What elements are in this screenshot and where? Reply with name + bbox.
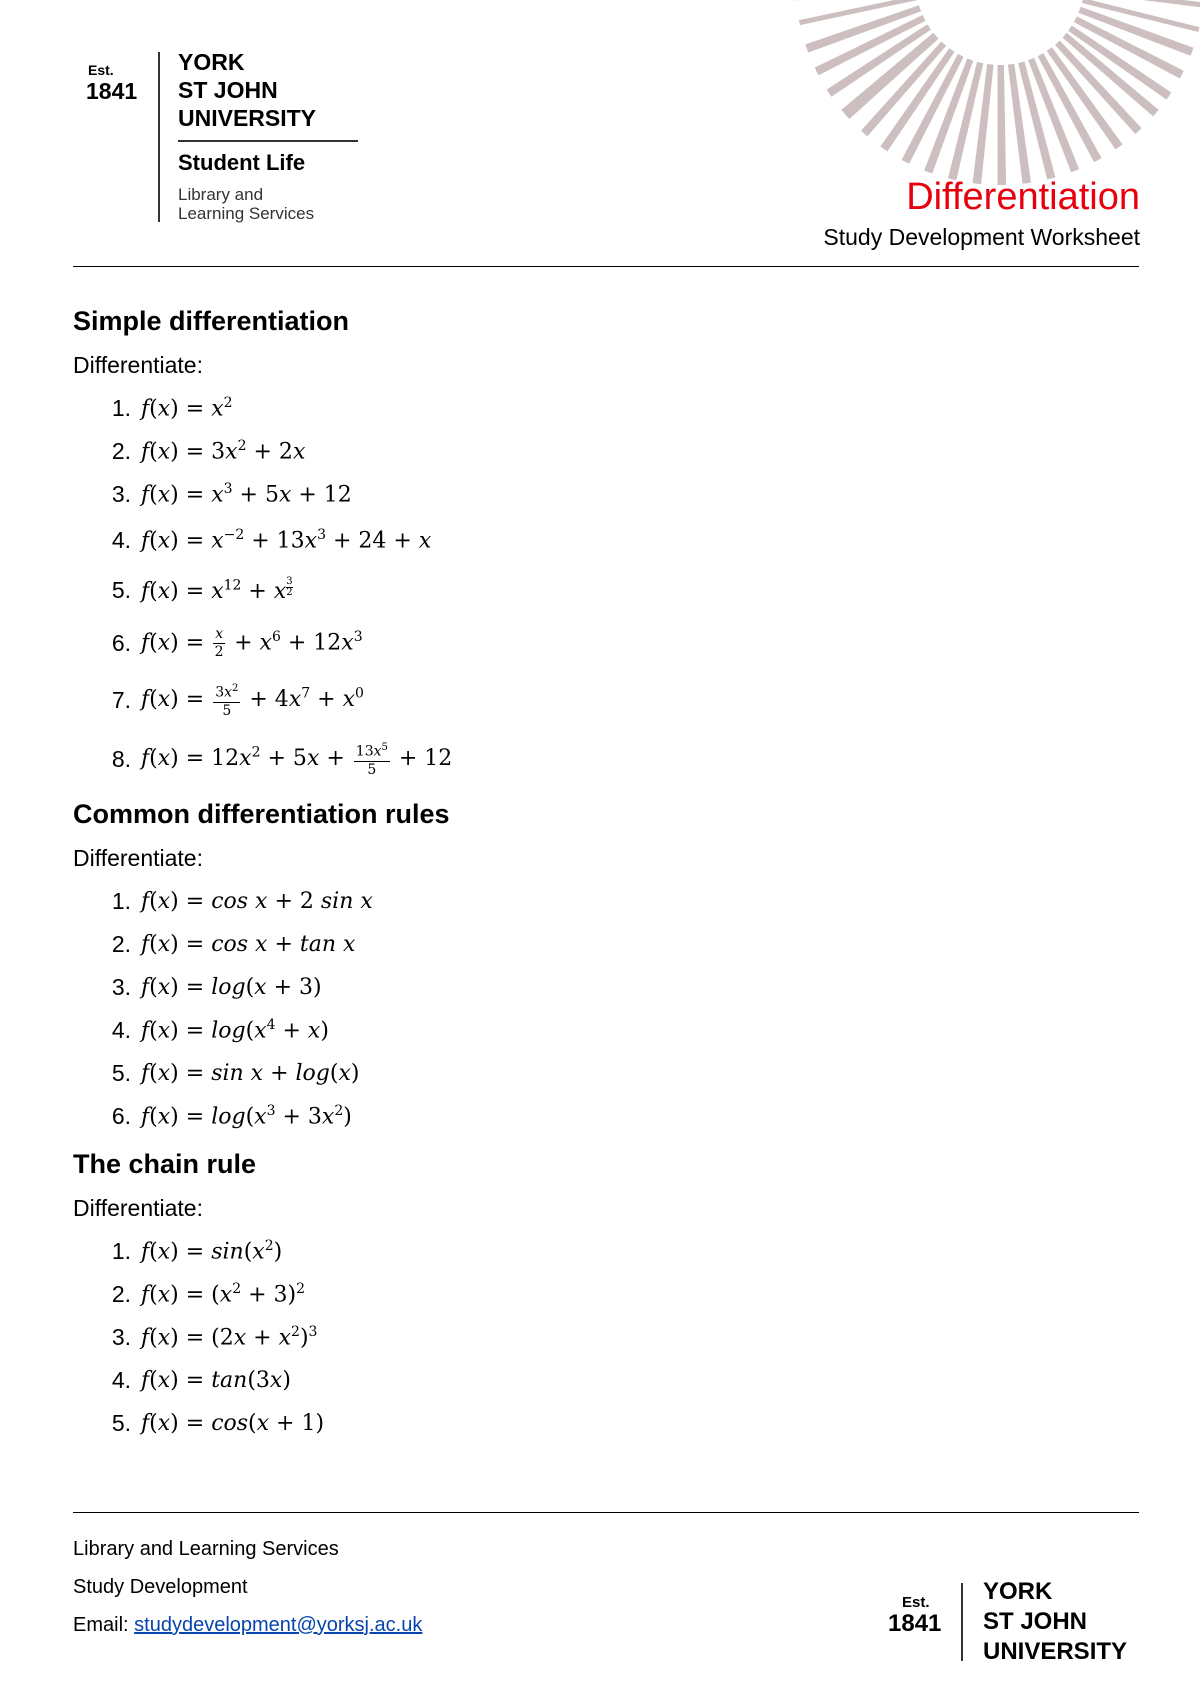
section-heading: Common differentiation rules — [73, 799, 450, 829]
sunburst-ray — [1001, 65, 1003, 185]
section-chain-rule — [73, 1148, 1139, 1445]
logo-separator — [178, 140, 358, 142]
exercise-item: 3. $f(x) = x^3 + 5x + 12$ — [111, 481, 352, 508]
logo-est-label: Est. — [88, 62, 114, 78]
exercise-item: 5. f(x) = sin x + log(x) — [111, 1060, 360, 1086]
worksheet-title: Differentiation — [906, 176, 1140, 218]
section-simple-differentiation — [73, 305, 1139, 788]
exercise-item: 2. $f(x) = 3x^2 + 2x$ — [111, 438, 306, 465]
exercise-item: 3. $f(x) = (2x + x^2)^3$ — [111, 1324, 318, 1351]
section-instruction: Differentiate: — [73, 1195, 203, 1221]
section-instruction: Differentiate: — [73, 352, 203, 378]
email-label: Email: — [73, 1614, 129, 1636]
footer-university-logo: YORK ST JOHN UNIVERSITY — [983, 1578, 1128, 1665]
exercise-item: 2. $f(x) = (x^2 + 3)^2$ — [111, 1281, 306, 1308]
section-instruction: Differentiate: — [73, 845, 203, 871]
worksheet-subtitle: Study Development Worksheet — [823, 224, 1140, 250]
footer-service: Library and Learning Services — [73, 1538, 339, 1560]
logo-divider — [158, 52, 160, 222]
exercise-item: 3. f(x) = log(x + 3) — [111, 974, 322, 1000]
sunburst-graphic — [780, 0, 1200, 200]
footer-team: Study Development — [73, 1576, 248, 1598]
header-rule — [73, 266, 1139, 267]
department-name: Student Life — [178, 150, 306, 175]
exercise-item: 7. f(x) = $\frac{3x^2}{5}$ + $4x^7 + x^0$ — [111, 683, 364, 719]
footer-rule — [73, 1512, 1139, 1513]
exercise-list — [73, 880, 1139, 1138]
exercise-item: 5. $f(x) = x^{12} + x$ $\frac{3}{2}$ — [111, 575, 293, 604]
footer-logo-divider — [961, 1583, 963, 1661]
university-logo-name: YORK ST JOHN UNIVERSITY — [178, 49, 317, 131]
exercise-item: 1. f(x) = cos x + 2 sin x — [111, 888, 373, 914]
exercise-list — [73, 1230, 1139, 1445]
exercise-item: 5. f(x) = cos(x + 1) — [111, 1410, 325, 1436]
email-link[interactable]: studydevelopment@yorksj.ac.uk — [134, 1614, 423, 1636]
footer-logo-est-year: 1841 — [888, 1610, 942, 1637]
exercise-item: 6. f(x) = $\frac{x}{2}$ + $x^6 + 12x^3$ — [111, 625, 363, 660]
service-name: Library and Learning Services — [178, 185, 315, 223]
section-heading: The chain rule — [73, 1149, 257, 1179]
exercise-item: 4. $f(x) = \log(x^4 + x)$ — [111, 1017, 329, 1044]
footer — [73, 1537, 422, 1651]
logo-est-year: 1841 — [86, 78, 138, 104]
exercise-item: 4. f(x) = tan(3x) — [111, 1367, 291, 1393]
footer-logo-est-label: Est. — [902, 1594, 930, 1611]
section-common-rules — [73, 798, 1139, 1138]
exercise-item: 1. $f(x) = x^2$ — [111, 395, 233, 422]
footer-email-row — [73, 1613, 422, 1638]
exercise-list — [73, 387, 1139, 788]
worksheet-content — [73, 305, 1139, 1445]
section-heading: Simple differentiation — [73, 306, 350, 336]
exercise-item: 6. $f(x) = \log(x^3 + 3x^2)$ — [111, 1103, 352, 1130]
exercise-item: 1. $f(x) = \sin(x^2)$ — [111, 1238, 283, 1265]
exercise-item: 2. f(x) = cos x + tan x — [111, 931, 356, 957]
exercise-item: 4. $f(x) = x^{-2} + 13x^3 + 24 + x$ — [111, 526, 432, 554]
exercise-item: 8. $f(x) = 12x^2 + 5x$ + $\frac{13x^5}{5}$ + 12 — [111, 742, 453, 778]
